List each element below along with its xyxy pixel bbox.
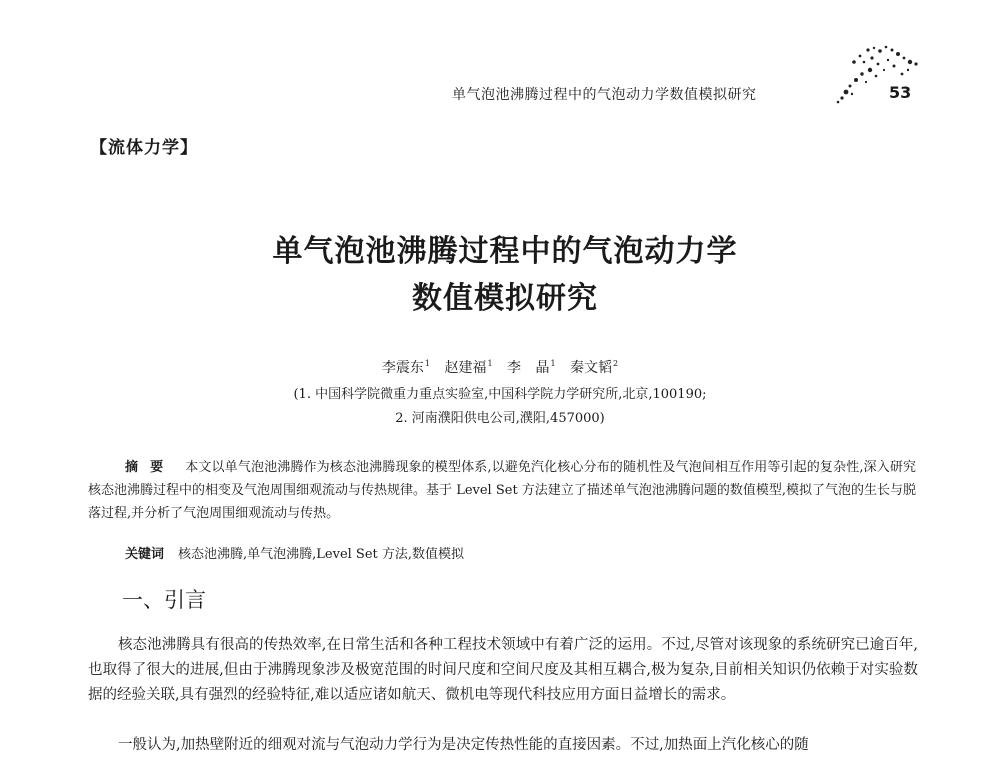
keywords-text: 核态池沸腾,单气泡沸腾,Level Set 方法,数值模拟 bbox=[178, 547, 465, 562]
keywords-label: 关键词 bbox=[125, 547, 165, 562]
affiliation-line-2: 2. 河南濮阳供电公司,濮阳,457000) bbox=[395, 411, 605, 426]
paper-title-line-2: 数值模拟研究 bbox=[412, 281, 598, 316]
author-list bbox=[0, 357, 1000, 377]
running-header-title: 单气泡池沸腾过程中的气泡动力学数值模拟研究 bbox=[452, 87, 757, 103]
author-affiliation-mark: 1 bbox=[424, 359, 430, 369]
section-tag: 【流体力学】 bbox=[90, 138, 198, 158]
abstract-label: 摘要 bbox=[125, 460, 176, 475]
author-name: 秦文韬 bbox=[570, 360, 612, 376]
keywords bbox=[125, 543, 464, 562]
body-paragraph: 核态池沸腾具有很高的传热效率,在日常生活和各种工程技术领域中有着广泛的运用。不过,尽管对该现象的系统研究已逾百年,也取得了很大的进展,但由于沸腾现象涉及极宽范围的时间尺度和空间尺度及其相互耦合,极为复杂,目前相关知识仍依赖于对实验数据的经验关联,具有强烈的经验特征,难以适应诸如航天、微机电等现代科技应用方面日益增长的需求。 bbox=[88, 637, 918, 703]
affiliation-line-1: (1. 中国科学院微重力重点实验室,中国科学院力学研究所,北京,100190; bbox=[293, 387, 707, 402]
section-heading-introduction: 一、引言 bbox=[122, 588, 206, 612]
author-name: 李震东 bbox=[381, 360, 424, 376]
author-name: 李 晶 bbox=[507, 360, 550, 376]
author-affiliation-mark: 1 bbox=[487, 359, 493, 369]
author-affiliation-mark: 2 bbox=[613, 359, 619, 369]
author-affiliation-mark: 1 bbox=[550, 359, 556, 369]
abstract bbox=[88, 456, 916, 525]
paper-title-line-1: 单气泡池沸腾过程中的气泡动力学 bbox=[272, 234, 738, 269]
body-paragraph-partial: 一般认为,加热壁附近的细观对流与气泡动力学行为是决定传热性能的直接因素。不过,加热面上汽化核心的随 bbox=[118, 737, 809, 753]
abstract-text: 本文以单气泡池沸腾作为核态池沸腾现象的模型体系,以避免汽化核心分布的随机性及气泡间相互作用等引起的复杂性,深入研究核态池沸腾过程中的相变及气泡周围细观流动与传热规律。基于 Level Set 方法建立了描述单气泡池沸腾问题的数值模型,模拟了气泡的生长与脱落过程,并分析了气泡周围细观流动与传热。 bbox=[88, 460, 916, 521]
author-name: 赵建福 bbox=[444, 360, 487, 376]
page-number: 53 bbox=[889, 83, 912, 102]
